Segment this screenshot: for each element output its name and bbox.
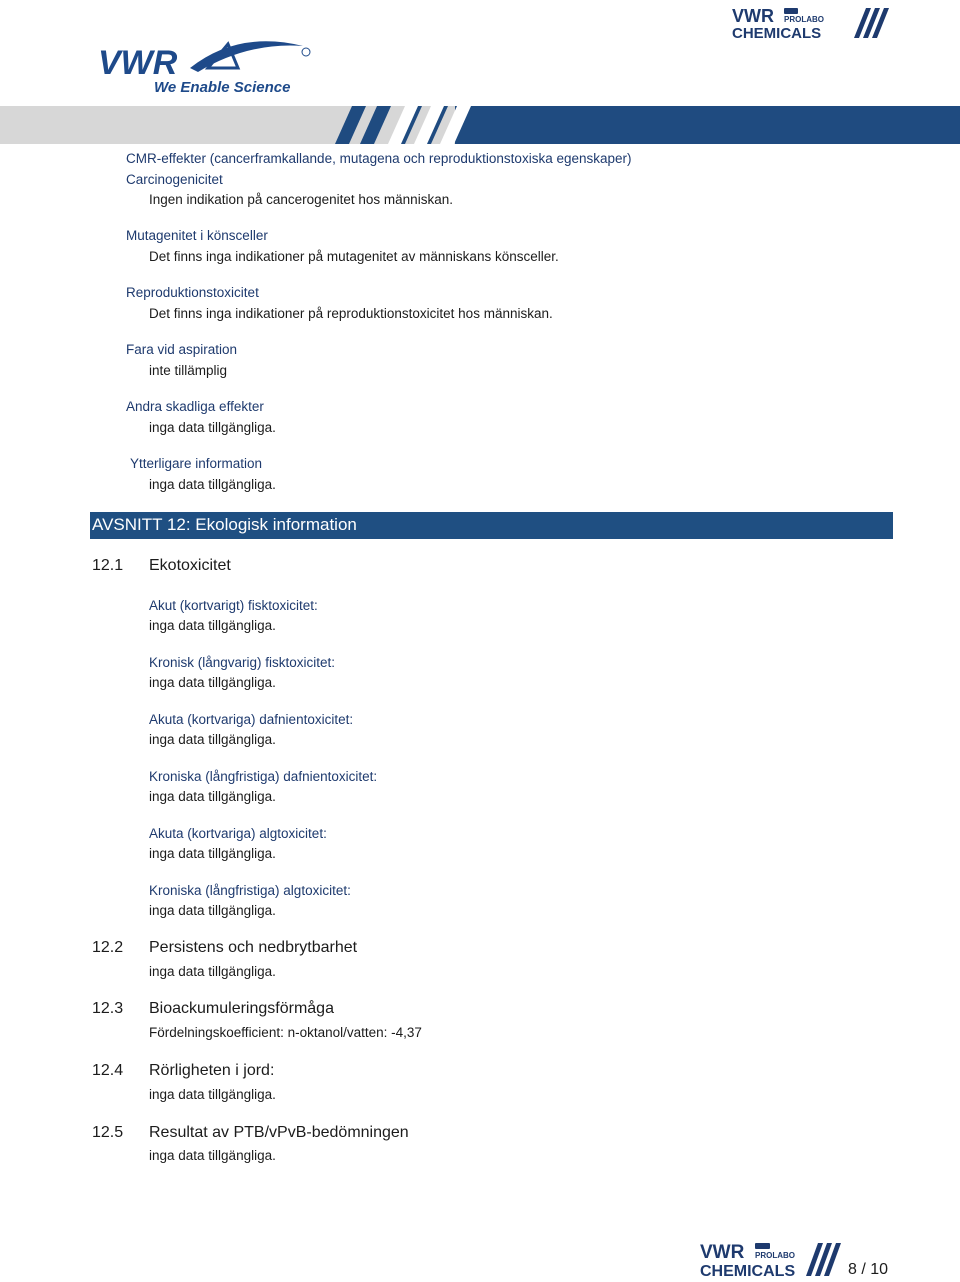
page-number: 8 / 10 [848, 1261, 889, 1278]
subsection-text: inga data tillgängliga. [149, 1087, 276, 1102]
subsection-number: 12.4 [92, 1062, 124, 1079]
subsection-text: inga data tillgängliga. [149, 1148, 276, 1163]
section-12-header [90, 512, 893, 539]
item-text: inga data tillgängliga. [149, 789, 276, 804]
mutagenicity-heading: Mutagenitet i könsceller [126, 228, 268, 243]
subsection-12-4 [92, 1062, 492, 1082]
subsection-label: Persistens och nedbrytbarhet [149, 939, 358, 956]
subsection-text: Fördelningskoefficient: n-oktanol/vatten: -4,37 [149, 1025, 422, 1040]
svg-text:CHEMICALS: CHEMICALS [700, 1263, 796, 1278]
other-effects-heading: Andra skadliga effekter [126, 399, 264, 414]
svg-text:VWR: VWR [700, 1242, 745, 1263]
aspiration-text: inte tillämplig [149, 363, 228, 378]
item-heading: Akuta (kortvariga) dafnientoxicitet: [149, 712, 354, 727]
item-heading: Kronisk (långvarig) fisktoxicitet: [149, 655, 336, 670]
item-text: inga data tillgängliga. [149, 675, 276, 690]
carcinogenicity-text: Ingen indikation på cancerogenitet hos människan. [149, 192, 453, 207]
subsection-number: 12.1 [92, 557, 124, 574]
item-text: inga data tillgängliga. [149, 903, 276, 918]
reproductive-toxicity-text: Det finns inga indikationer på reproduktionstoxicitet hos människan. [149, 306, 553, 321]
vwr-chemicals-footer-logo [700, 1240, 846, 1278]
section-12-title: AVSNITT 12: Ekologisk information [92, 515, 357, 534]
mutagenicity-text: Det finns inga indikationer på mutagenitet av människans könsceller. [149, 249, 559, 264]
item-heading: Kroniska (långfristiga) algtoxicitet: [149, 883, 351, 898]
additional-info-text: inga data tillgängliga. [149, 477, 276, 492]
item-heading: Akut (kortvarigt) fisktoxicitet: [149, 598, 318, 613]
svg-text:VWR: VWR [98, 44, 178, 82]
subsection-label: Bioackumuleringsförmåga [149, 1000, 334, 1017]
item-text: inga data tillgängliga. [149, 732, 276, 747]
item-heading: Akuta (kortvariga) algtoxicitet: [149, 826, 327, 841]
subsection-label: Ekotoxicitet [149, 557, 231, 574]
other-effects-text: inga data tillgängliga. [149, 420, 276, 435]
vwr-chemicals-logo [732, 6, 892, 40]
svg-text:VWR: VWR [732, 6, 774, 26]
subsection-number: 12.2 [92, 939, 124, 956]
aspiration-heading: Fara vid aspiration [126, 342, 238, 357]
svg-text:PROLABO: PROLABO [784, 15, 824, 24]
cmr-heading: CMR-effekter (cancerframkallande, mutagena och reproduktionstoxiska egenskaper) [126, 151, 632, 166]
vwr-main-logo [98, 38, 320, 96]
header-band [0, 106, 960, 144]
subsection-12-3 [92, 1000, 492, 1020]
subsection-number: 12.5 [92, 1124, 124, 1141]
svg-text:We Enable Science: We Enable Science [154, 79, 291, 96]
subsection-12-2 [92, 939, 492, 959]
subsection-label: Rörligheten i jord: [149, 1062, 275, 1079]
item-heading: Kroniska (långfristiga) dafnientoxicitet: [149, 769, 378, 784]
subsection-12-1 [92, 557, 492, 577]
subsection-12-5 [92, 1124, 492, 1144]
item-text: inga data tillgängliga. [149, 846, 276, 861]
additional-info-heading: Ytterligare information [130, 456, 263, 471]
subsection-number: 12.3 [92, 1000, 124, 1017]
reproductive-toxicity-heading: Reproduktionstoxicitet [126, 285, 259, 300]
carcinogenicity-heading: Carcinogenicitet [126, 172, 223, 187]
svg-text:PROLABO: PROLABO [755, 1251, 795, 1260]
subsection-label: Resultat av PTB/vPvB-bedömningen [149, 1124, 409, 1141]
svg-text:CHEMICALS: CHEMICALS [732, 25, 822, 40]
subsection-text: inga data tillgängliga. [149, 964, 276, 979]
item-text: inga data tillgängliga. [149, 618, 276, 633]
